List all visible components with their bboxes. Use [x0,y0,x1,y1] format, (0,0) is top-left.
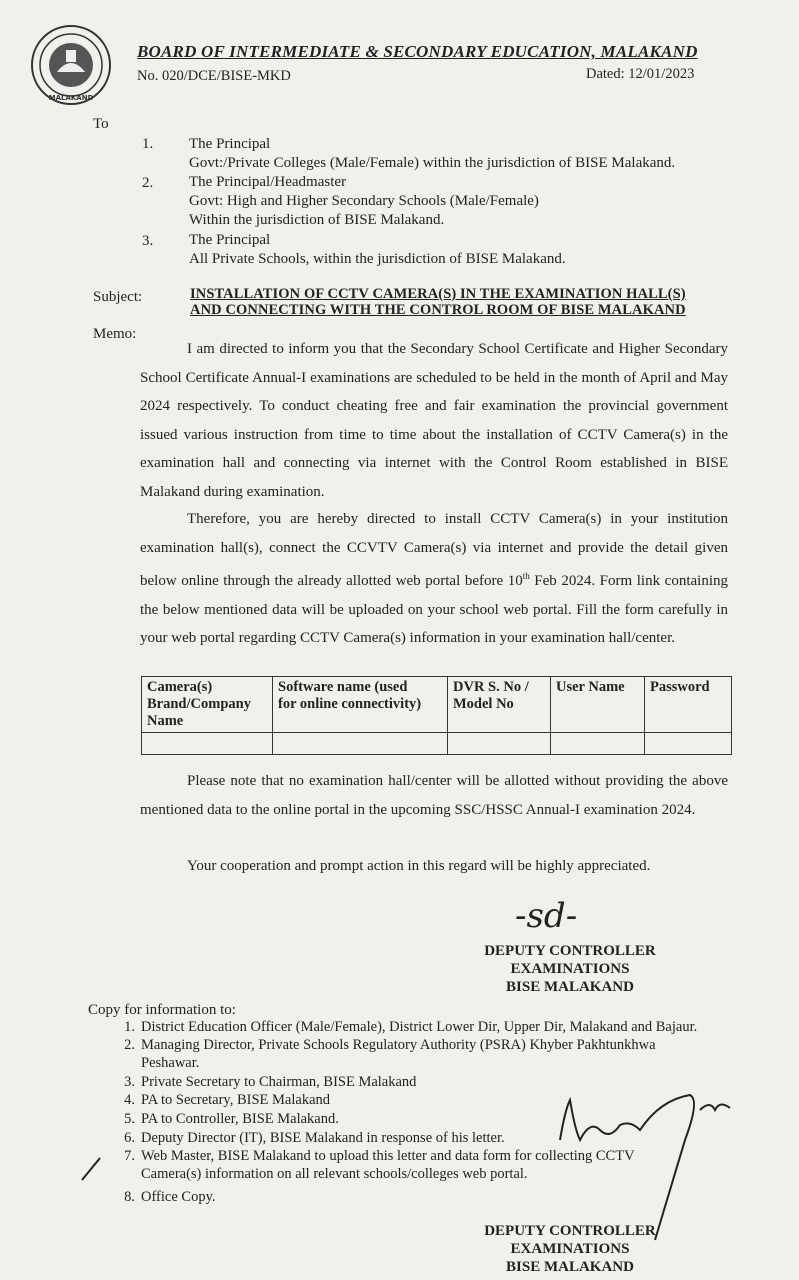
subject-label: Subject: [93,289,143,305]
list-item-continued: Camera(s) information on all relevant schools/colleges web portal. [141,1166,528,1182]
signature-block: DEPUTY CONTROLLER EXAMINATIONS BISE MALAKAND [484,943,656,995]
recipient-3: The Principal All Private Schools, within the jurisdiction of BISE Malakand. [189,232,566,267]
list-item: 5. PA to Controller, BISE Malakand. [124,1111,339,1127]
table-row [142,733,732,755]
list-item: 8. Office Copy. [124,1189,216,1205]
recipient-number: 3. [142,233,154,249]
date: Dated: 12/01/2023 [586,66,695,82]
list-item: 6. Deputy Director (IT), BISE Malakand in response of his letter. [124,1130,505,1146]
paragraph-1: I am directed to inform you that the Secondary School Certificate and Higher Secondary School Certificate Annual-I examinations are scheduled to be held in the month of April and May 2024 respectively. To conduct cheating free and fair examination the provincial government issued various instruction from time to time about the installation of CCTV Camera(s) in the examination hall and connecting via internet with the Control Room established in BISE Malakand during examination. [140,341,728,500]
table-header-dvr: DVR S. No / Model No [448,677,551,733]
table-header-password: Password [645,677,732,733]
table-cell [273,733,448,755]
paragraph-4: Your cooperation and prompt action in this regard will be highly appreciated. [187,858,651,874]
list-item: 2. Managing Director, Private Schools Regulatory Authority (PSRA) Khyber Pakhtunkhwa [124,1037,656,1053]
paragraph-3: Please note that no examination hall/center will be allotted without providing the above mentioned data to the online portal in the upcoming SSC/HSSC Annual-I examination 2024. [140,773,728,818]
memo-label-text: Memo: [93,326,137,342]
paragraph-2: Therefore, you are hereby directed to install CCTV Camera(s) in your institution examination hall(s), connect the CCVTV Camera(s) via internet and provide the detail given below online through the already allotted web portal before 10th Feb 2024. Form link containing the below mentioned data will be uploaded on your school web portal. Fill the form carefully in your web portal regarding CCTV Camera(s) information in your examination hall/center. [140,511,728,646]
table-cell [645,733,732,755]
recipient-number: 1. [142,136,154,152]
table-header-software: Software name (used for online connectivity) [273,677,448,733]
recipient-number: 2. [142,175,154,191]
list-item: 4. PA to Secretary, BISE Malakand [124,1092,331,1108]
table-header-username: User Name [551,677,645,733]
table-header-camera: Camera(s) Brand/Company Name [142,677,273,733]
list-item-continued: Peshawar. [141,1055,200,1071]
cctv-data-table [141,676,732,755]
reference-number: No. 020/DCE/BISE-MKD [137,68,291,84]
table-cell [142,733,273,755]
table-header-row [142,677,732,733]
list-item: 1. District Education Officer (Male/Female), District Lower Dir, Upper Dir, Malakand and Bajaur. [124,1019,698,1035]
copy-heading: Copy for information to: [88,1002,236,1018]
to-label: To [93,116,109,132]
list-item: 7. Web Master, BISE Malakand to upload this letter and data form for collecting CCTV [124,1148,635,1164]
copy-list [105,1018,745,1208]
recipient-1: The Principal Govt:/Private Colleges (Male/Female) within the jurisdiction of BISE Malakand. [189,136,676,171]
signature-block-2: DEPUTY CONTROLLER EXAMINATIONS BISE MALAKAND [484,1223,656,1275]
signature-sd: -sd- [515,896,578,936]
svg-text:MALAKAND: MALAKAND [48,94,94,102]
board-logo-seal [30,24,112,106]
table-cell [551,733,645,755]
board-title: BOARD OF INTERMEDIATE & SECONDARY EDUCATION, MALAKAND [137,42,698,61]
recipient-2: The Principal/Headmaster Govt: High and Higher Secondary Schools (Male/Female) Within the jurisdiction of BISE Malakand. [189,174,539,228]
subject-text: INSTALLATION OF CCTV CAMERA(S) IN THE EXAMINATION HALL(S) AND CONNECTING WITH THE CONTROL ROOM OF BISE MALAKAND [190,286,686,318]
list-item: 3. Private Secretary to Chairman, BISE Malakand [124,1074,417,1090]
table-cell [448,733,551,755]
